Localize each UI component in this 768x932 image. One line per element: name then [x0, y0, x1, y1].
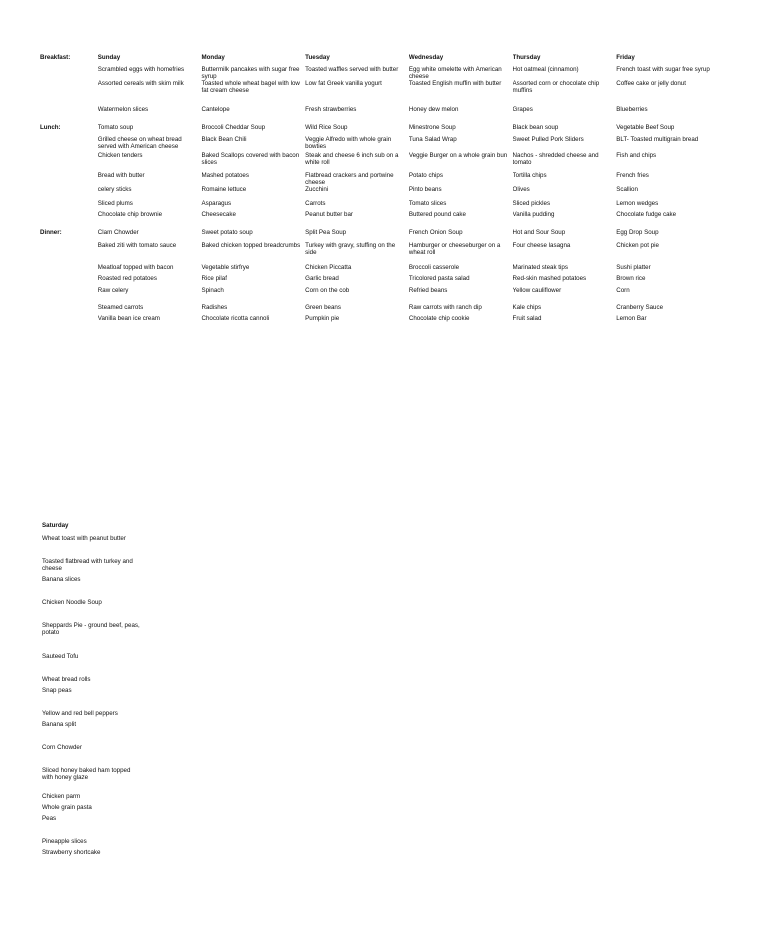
menu-row	[40, 315, 720, 326]
meal-label-empty	[40, 186, 98, 200]
menu-cell: Pinto beans	[408, 186, 442, 193]
menu-cell: Potato chips	[408, 172, 443, 179]
menu-cell: Watermelon slices	[97, 106, 149, 113]
saturday-item: Whole grain pasta	[42, 804, 92, 811]
saturday-item: Yellow and red bell peppers	[42, 710, 118, 717]
menu-cell: Roasted red potatoes	[97, 275, 157, 282]
menu-cell: Split Pea Soup	[305, 229, 347, 236]
menu-cell: Peanut butter bar	[305, 211, 353, 218]
meal-label-empty	[40, 287, 98, 304]
menu-cell: Marinated steak tips	[512, 264, 568, 271]
menu-cell: Turkey with gravy, stuffing on the side	[305, 242, 396, 256]
weekly-menu-table	[40, 54, 720, 326]
menu-cell: Sweet Pulled Pork Sliders	[512, 136, 584, 143]
menu-cell: Honey dew melon	[408, 106, 459, 113]
meal-label-empty	[40, 264, 98, 275]
menu-cell: Buttermilk pancakes with sugar free syrup	[201, 66, 300, 80]
menu-cell: Hot oatmeal (cinnamon)	[512, 66, 579, 73]
menu-row	[40, 106, 720, 117]
day-header-wednesday: Wednesday	[408, 54, 444, 61]
day-header-monday: Monday	[201, 54, 225, 61]
menu-cell: Chocolate chip brownie	[97, 211, 163, 218]
menu-row	[40, 152, 720, 172]
menu-cell: Black Bean Chili	[201, 136, 247, 143]
menu-cell: Cantelope	[201, 106, 230, 113]
menu-cell: Corn on the cob	[305, 287, 350, 294]
meal-label-empty	[40, 80, 98, 106]
meal-label-empty	[40, 66, 98, 80]
menu-cell: Minestrone Soup	[408, 124, 456, 131]
menu-cell: Coffee cake or jelly donut	[616, 80, 686, 87]
meal-label-empty	[40, 211, 98, 222]
meal-label-empty	[40, 275, 98, 287]
menu-cell: Fruit salad	[512, 315, 542, 322]
menu-row	[40, 211, 720, 222]
menu-cell: Carrots	[305, 200, 326, 207]
meal-spacer-cell	[40, 117, 720, 124]
menu-cell: Sweet potato soup	[201, 229, 253, 236]
saturday-item: Toasted flatbread with turkey and cheese	[42, 558, 133, 572]
menu-row	[40, 242, 720, 264]
meal-label-empty	[40, 315, 98, 326]
menu-row	[40, 80, 720, 106]
saturday-item: Banana split	[42, 721, 77, 728]
menu-cell: Vegetable Beef Soup	[616, 124, 675, 131]
menu-cell: Zucchini	[305, 186, 329, 193]
day-header-tuesday: Tuesday	[305, 54, 330, 61]
menu-cell: Yellow cauliflower	[512, 287, 562, 294]
menu-cell: Steak and cheese 6 inch sub on a white roll	[305, 152, 399, 166]
menu-row	[40, 186, 720, 200]
menu-cell: Fresh strawberries	[305, 106, 357, 113]
menu-cell: Tomato slices	[408, 200, 447, 207]
menu-cell: Grilled cheese on wheat bread served with American cheese	[97, 136, 182, 150]
saturday-item: Corn Chowder	[42, 744, 82, 751]
saturday-item: Snap peas	[42, 687, 72, 694]
menu-cell: Raw celery	[97, 287, 129, 294]
menu-cell: Low fat Greek vanilla yogurt	[305, 80, 382, 87]
menu-cell: Spinach	[201, 287, 224, 294]
saturday-item: Sliced honey baked ham topped with honey glaze	[42, 767, 131, 781]
menu-row	[40, 275, 720, 287]
menu-cell: Black bean soup	[512, 124, 559, 131]
menu-cell: Wild Rice Soup	[305, 124, 348, 131]
menu-cell: Vanilla pudding	[512, 211, 555, 218]
menu-cell: Tomato soup	[97, 124, 134, 131]
menu-cell: Chicken Piccatta	[305, 264, 352, 271]
menu-cell: Broccoli Cheddar Soup	[201, 124, 266, 131]
menu-cell: Baked ziti with tomato sauce	[97, 242, 177, 249]
meal-label-empty	[40, 136, 98, 152]
menu-cell: Meatloaf topped with bacon	[97, 264, 174, 271]
menu-cell: Assorted corn or chocolate chip muffins	[512, 80, 600, 94]
menu-cell: Tortilla chips	[512, 172, 547, 179]
menu-cell: Chocolate ricotta cannoli	[201, 315, 270, 322]
meal-label: Dinner:	[40, 229, 62, 236]
menu-row	[40, 287, 720, 304]
menu-cell: Garlic bread	[305, 275, 339, 282]
menu-cell: Toasted whole wheat bagel with low fat cream cheese	[201, 80, 300, 94]
saturday-item: Peas	[42, 815, 57, 822]
saturday-section	[42, 522, 142, 860]
menu-row	[40, 200, 720, 211]
menu-cell: Pumpkin pie	[305, 315, 340, 322]
menu-cell: Chocolate fudge cake	[616, 211, 677, 218]
meal-spacer	[40, 117, 720, 124]
menu-cell: Four cheese lasagna	[512, 242, 571, 249]
menu-cell: Asparagus	[201, 200, 232, 207]
menu-cell: Fish and chips	[616, 152, 657, 159]
menu-cell: Baked chicken topped breadcrumbs	[201, 242, 301, 249]
day-header-thursday: Thursday	[512, 54, 541, 61]
menu-cell: Grapes	[512, 106, 533, 113]
menu-cell: French toast with sugar free syrup	[616, 66, 710, 73]
menu-cell: Egg Drop Soup	[616, 229, 659, 236]
header-row	[40, 54, 720, 66]
saturday-item: Pineapple slices	[42, 838, 87, 845]
menu-cell: Vanilla bean ice cream	[97, 315, 160, 322]
menu-cell: Tricolored pasta salad	[408, 275, 470, 282]
day-header-friday: Friday	[616, 54, 635, 61]
menu-cell: Bread with butter	[97, 172, 145, 179]
menu-cell: Broccoli casserole	[408, 264, 460, 271]
saturday-item: Wheat toast with peanut butter	[42, 535, 126, 542]
meal-label-breakfast: Breakfast:	[40, 54, 71, 61]
menu-row	[40, 124, 720, 136]
saturday-title: Saturday	[42, 522, 69, 529]
menu-cell: Cranberry Sauce	[616, 304, 664, 311]
menu-cell: Toasted waffles served with butter	[305, 66, 399, 73]
menu-cell: Tuna Salad Wrap	[408, 136, 457, 143]
meal-label: Lunch:	[40, 124, 61, 131]
menu-cell: Corn	[616, 287, 630, 294]
menu-cell: Baked Scallops covered with bacon slices	[201, 152, 300, 166]
menu-cell: Chicken pot pie	[616, 242, 659, 249]
menu-cell: Hamburger or cheeseburger on a wheat roll	[408, 242, 501, 256]
meal-label-empty	[40, 200, 98, 211]
menu-cell: Scrambled eggs with homefries	[97, 66, 185, 73]
menu-cell: Raw carrots with ranch dip	[408, 304, 482, 311]
menu-cell: French fries	[616, 172, 649, 179]
menu-cell: Cheesecake	[201, 211, 236, 218]
menu-cell: Hot and Sour Soup	[512, 229, 566, 236]
meal-spacer	[40, 222, 720, 229]
meal-label-empty	[40, 152, 98, 172]
menu-cell: Veggie Alfredo with whole grain bowties	[305, 136, 392, 150]
menu-cell: Assorted cereals with skim milk	[97, 80, 184, 87]
menu-body	[40, 66, 720, 326]
menu-cell: Clam Chowder	[97, 229, 139, 236]
menu-cell: Radishes	[201, 304, 228, 311]
meal-label-empty	[40, 106, 98, 117]
menu-cell: Romaine lettuce	[201, 186, 247, 193]
menu-cell: Olives	[512, 186, 530, 193]
saturday-item: Chicken parm	[42, 793, 81, 800]
menu-cell: Kale chips	[512, 304, 542, 311]
saturday-item-list	[42, 535, 142, 856]
menu-cell: Buttered pound cake	[408, 211, 466, 218]
day-header-sunday: Sunday	[97, 54, 121, 61]
menu-cell: Green beans	[305, 304, 341, 311]
menu-row	[40, 66, 720, 80]
menu-cell: Lemon Bar	[616, 315, 647, 322]
menu-cell: celery sticks	[97, 186, 132, 193]
menu-cell: Sushi platter	[616, 264, 651, 271]
menu-cell: Brown rice	[616, 275, 646, 282]
menu-row	[40, 136, 720, 152]
menu-row	[40, 304, 720, 315]
menu-cell: BLT- Toasted multigrain bread	[616, 136, 699, 143]
menu-cell: Nachos - shredded cheese and tomato	[512, 152, 599, 166]
menu-row	[40, 172, 720, 186]
saturday-item: Sauteed Tofu	[42, 653, 79, 660]
menu-cell: Veggie Burger on a whole grain bun	[408, 152, 508, 159]
menu-cell: Sliced pickles	[512, 200, 551, 207]
saturday-item: Strawberry shortcake	[42, 849, 101, 856]
menu-cell: Chocolate chip cookie	[408, 315, 470, 322]
menu-row	[40, 229, 720, 242]
menu-cell: Scallion	[616, 186, 638, 193]
saturday-item: Chicken Noodle Soup	[42, 599, 102, 606]
menu-cell: Refried beans	[408, 287, 448, 294]
menu-cell: French Onion Soup	[408, 229, 463, 236]
menu-cell: Vegetable stirfrye	[201, 264, 250, 271]
meal-label-empty	[40, 242, 98, 264]
menu-cell: Egg white omelette with American cheese	[408, 66, 502, 80]
menu-cell: Lemon wedges	[616, 200, 659, 207]
meal-label-empty	[40, 304, 98, 315]
saturday-item: Sheppards Pie - ground beef, peas, potato	[42, 622, 140, 636]
menu-cell: Flatbread crackers and portwine cheese	[305, 172, 394, 186]
menu-cell: Sliced plums	[97, 200, 133, 207]
menu-row	[40, 264, 720, 275]
menu-cell: Steamed carrots	[97, 304, 144, 311]
meal-spacer-cell	[40, 222, 720, 229]
menu-cell: Blueberries	[616, 106, 648, 113]
meal-label-empty	[40, 172, 98, 186]
menu-cell: Red-skin mashed potatoes	[512, 275, 587, 282]
menu-cell: Toasted English muffin with butter	[408, 80, 502, 87]
saturday-item: Wheat bread rolls	[42, 676, 91, 683]
menu-cell: Rice pilaf	[201, 275, 227, 282]
menu-cell: Chicken tenders	[97, 152, 143, 159]
menu-cell: Mashed potatoes	[201, 172, 249, 179]
saturday-item: Banana slices	[42, 576, 81, 583]
